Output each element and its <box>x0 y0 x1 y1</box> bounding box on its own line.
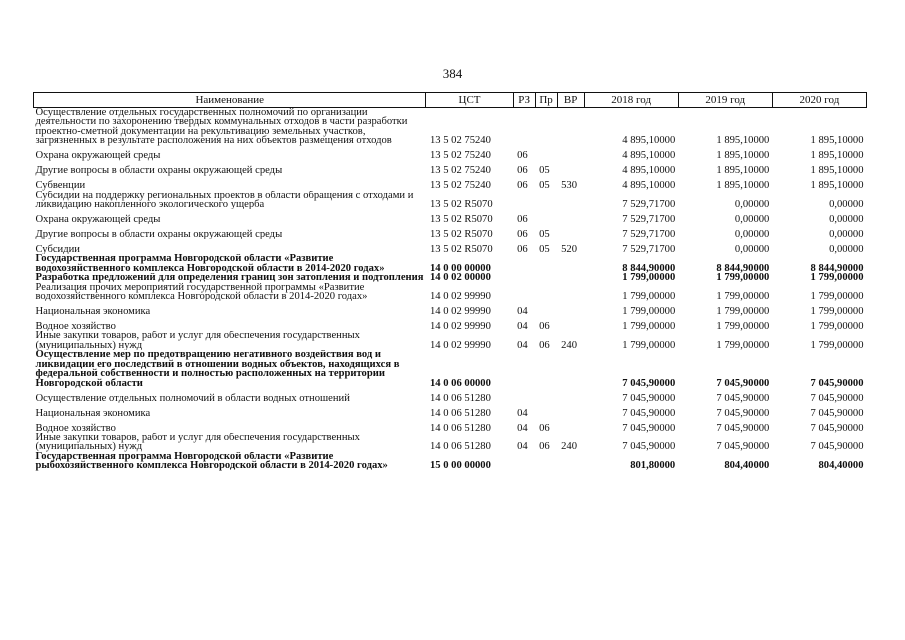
cell-vr <box>557 161 584 176</box>
table-row <box>34 108 867 146</box>
cell-2019: 1 799,00000 <box>716 339 770 351</box>
cell-cst: 13 5 02 R5070 <box>429 244 493 255</box>
cell-vr <box>557 273 584 282</box>
cell-pr <box>535 254 557 273</box>
cell-name: Осуществление отдельных государственных полномочий по организации деятельности по захоронению твердых коммунальных отходов в части разработки проектно-сметной документации на рекультивацию земельных участков, загрязненных в результате расположения на них объектов размещения отходов <box>35 107 408 146</box>
table-row <box>34 283 867 302</box>
cell-cst: 13 5 02 75240 <box>429 150 491 161</box>
cell-2019: 8 844,90000 <box>716 262 770 274</box>
cell-vr: 240 <box>561 441 577 452</box>
cell-2018: 4 895,10000 <box>622 180 676 191</box>
cell-2020: 0,00000 <box>829 199 864 210</box>
cell-rz: 04 <box>517 321 528 332</box>
cell-name: Водное хозяйство <box>35 321 116 332</box>
cell-vr <box>557 452 584 471</box>
cell-name: Другие вопросы в области охраны окружающей среды <box>35 165 283 176</box>
cell-rz: 04 <box>517 441 528 452</box>
cell-rz: 04 <box>517 306 528 317</box>
cell-pr <box>535 191 557 210</box>
cell-cst: 13 5 02 R5070 <box>429 199 493 210</box>
cell-2018: 7 045,90000 <box>622 392 676 403</box>
cell-cst: 14 0 06 51280 <box>429 407 491 418</box>
cell-cst: 14 0 02 00000 <box>429 273 491 283</box>
cell-rz <box>513 191 535 210</box>
cell-pr <box>535 403 557 418</box>
cell-2020: 7 045,90000 <box>810 407 864 418</box>
cell-name: Водное хозяйство <box>35 422 116 433</box>
cell-2018: 8 844,90000 <box>622 262 676 274</box>
cell-rz <box>513 108 535 146</box>
cell-2019: 1 799,00000 <box>716 273 770 283</box>
cell-rz: 06 <box>517 214 528 225</box>
cell-pr <box>535 452 557 471</box>
cell-2018: 7 045,90000 <box>622 422 676 433</box>
cell-cst: 14 0 06 51280 <box>429 422 491 433</box>
cell-rz: 06 <box>517 165 528 176</box>
cell-cst: 14 0 02 99990 <box>429 321 491 332</box>
cell-2018: 7 529,71700 <box>622 199 676 210</box>
cell-vr <box>557 301 584 316</box>
cell-vr <box>557 403 584 418</box>
cell-2018: 4 895,10000 <box>622 150 676 161</box>
cell-name: Национальная экономика <box>35 306 151 317</box>
cell-2020: 1 799,00000 <box>810 339 864 351</box>
cell-name: Субсидии на поддержку региональных проектов в области обращения с отходами и ликвидацию накопленного экологического ущерба <box>35 190 414 210</box>
cell-2020: 7 045,90000 <box>810 377 864 388</box>
cell-2020: 0,00000 <box>829 244 864 255</box>
cell-2020: 804,40000 <box>818 460 864 471</box>
table-row <box>34 331 867 350</box>
cell-vr <box>557 254 584 273</box>
cell-cst: 15 0 00 00000 <box>429 460 491 471</box>
table-row <box>34 316 867 331</box>
cell-rz: 06 <box>517 150 528 161</box>
cell-rz: 04 <box>517 339 528 351</box>
cell-2020: 7 045,90000 <box>810 441 864 452</box>
cell-vr <box>557 388 584 403</box>
table-row <box>34 239 867 254</box>
cell-2018: 7 045,90000 <box>622 377 676 388</box>
cell-2019: 7 045,90000 <box>716 422 770 433</box>
header-2019: 2019 год <box>678 93 772 108</box>
cell-rz: 06 <box>517 244 528 255</box>
cell-2020: 1 895,10000 <box>810 135 864 146</box>
cell-2020: 1 895,10000 <box>810 180 864 191</box>
cell-2019: 0,00000 <box>734 199 770 210</box>
cell-name: Охрана окружающей среды <box>35 214 161 225</box>
cell-2020: 1 895,10000 <box>810 150 864 161</box>
cell-2019: 7 045,90000 <box>716 377 770 388</box>
table-row <box>34 350 867 388</box>
cell-name: Иные закупки товаров, работ и услуг для обеспечения государственных (муниципальных) нужд <box>35 331 360 351</box>
cell-2018: 1 799,00000 <box>622 306 676 317</box>
cell-pr <box>535 350 557 388</box>
table-row <box>34 433 867 452</box>
cell-2019: 0,00000 <box>734 229 770 240</box>
header-vr: ВР <box>557 93 584 108</box>
table-header <box>34 93 867 108</box>
cell-2020: 8 844,90000 <box>810 262 864 274</box>
cell-vr <box>557 209 584 224</box>
cell-cst: 14 0 02 99990 <box>429 306 491 317</box>
cell-2020: 0,00000 <box>829 229 864 240</box>
cell-pr <box>535 146 557 161</box>
cell-name: Государственная программа Новгородской области «Развитие рыбохозяйственного комплекса Новгородской области в 2014-2020 годах» <box>35 451 388 471</box>
cell-2018: 1 799,00000 <box>622 291 676 302</box>
cell-2020: 7 045,90000 <box>810 422 864 433</box>
table-row <box>34 273 867 282</box>
cell-pr: 05 <box>539 165 550 176</box>
header-name: Наименование <box>34 93 426 108</box>
cell-cst: 14 0 02 99990 <box>429 339 491 351</box>
cell-name: Субсидии <box>35 244 80 255</box>
cell-rz: 04 <box>517 407 528 418</box>
cell-cst: 14 0 00 00000 <box>429 262 491 274</box>
cell-name: Реализация прочих мероприятий государственной программы «Развитие водохозяйственного комплекса Новгородской области в 2014-2020 годах» <box>35 282 368 302</box>
cell-name: Субвенции <box>35 180 86 191</box>
cell-name: Иные закупки товаров, работ и услуг для обеспечения государственных (муниципальных) нужд <box>35 432 360 452</box>
cell-cst: 14 0 06 00000 <box>429 377 491 388</box>
table-row <box>34 161 867 176</box>
cell-cst: 13 5 02 R5070 <box>429 229 493 240</box>
cell-2019: 7 045,90000 <box>716 407 770 418</box>
header-2020: 2020 год <box>772 93 866 108</box>
table-row <box>34 209 867 224</box>
cell-2019: 1 895,10000 <box>716 150 770 161</box>
budget-table <box>33 92 867 471</box>
cell-name: Разработка предложений для определения границ зон затопления и подтопления <box>35 273 424 283</box>
cell-rz <box>513 273 535 282</box>
cell-2018: 7 045,90000 <box>622 441 676 452</box>
cell-pr: 05 <box>539 180 550 191</box>
cell-vr <box>557 316 584 331</box>
cell-2019: 1 799,00000 <box>716 306 770 317</box>
cell-cst: 14 0 06 51280 <box>429 392 491 403</box>
page-number: 384 <box>442 66 463 81</box>
cell-vr: 530 <box>561 180 577 191</box>
table-row <box>34 388 867 403</box>
cell-rz: 04 <box>517 422 528 433</box>
cell-rz: 06 <box>517 180 528 191</box>
table-row <box>34 191 867 210</box>
cell-vr <box>557 224 584 239</box>
cell-2019: 0,00000 <box>734 214 770 225</box>
header-pr: Пр <box>535 93 557 108</box>
cell-2020: 1 895,10000 <box>810 165 864 176</box>
table-row <box>34 224 867 239</box>
cell-pr: 05 <box>539 229 550 240</box>
cell-name: Осуществление отдельных полномочий в области водных отношений <box>35 392 350 403</box>
cell-rz <box>513 388 535 403</box>
cell-rz <box>513 452 535 471</box>
cell-2019: 0,00000 <box>734 244 770 255</box>
cell-2018: 7 529,71700 <box>622 229 676 240</box>
cell-cst: 14 0 06 51280 <box>429 441 491 452</box>
cell-cst: 13 5 02 75240 <box>429 135 491 146</box>
header-rz: РЗ <box>513 93 535 108</box>
cell-2018: 4 895,10000 <box>622 135 676 146</box>
cell-pr <box>535 283 557 302</box>
cell-2019: 1 799,00000 <box>716 291 770 302</box>
table-row <box>34 146 867 161</box>
cell-2020: 7 045,90000 <box>810 392 864 403</box>
cell-pr: 06 <box>539 321 550 332</box>
cell-pr <box>535 301 557 316</box>
cell-2018: 7 529,71700 <box>622 214 676 225</box>
header-cst: ЦСТ <box>426 93 513 108</box>
cell-rz: 06 <box>517 229 528 240</box>
cell-2020: 0,00000 <box>829 214 864 225</box>
cell-2019: 7 045,90000 <box>716 392 770 403</box>
cell-pr <box>535 108 557 146</box>
cell-vr <box>557 283 584 302</box>
cell-vr <box>557 146 584 161</box>
cell-2018: 7 045,90000 <box>622 407 676 418</box>
table-row <box>34 301 867 316</box>
table-row <box>34 254 867 273</box>
cell-2020: 1 799,00000 <box>810 291 864 302</box>
table-row <box>34 403 867 418</box>
cell-pr <box>535 388 557 403</box>
table-body <box>34 108 867 471</box>
cell-vr: 240 <box>561 339 577 351</box>
cell-pr <box>535 273 557 282</box>
cell-2019: 804,40000 <box>724 460 770 471</box>
cell-2018: 7 529,71700 <box>622 244 676 255</box>
cell-cst: 13 5 02 75240 <box>429 165 491 176</box>
cell-2019: 7 045,90000 <box>716 441 770 452</box>
header-2018: 2018 год <box>584 93 678 108</box>
cell-2020: 1 799,00000 <box>810 321 864 332</box>
cell-pr: 06 <box>539 339 550 351</box>
cell-2019: 1 799,00000 <box>716 321 770 332</box>
cell-2018: 1 799,00000 <box>622 273 676 283</box>
cell-pr: 06 <box>539 441 550 452</box>
cell-pr: 05 <box>539 244 550 255</box>
cell-name: Осуществление мер по предотвращению негативного воздействия вод и ликвидации его последствий в отношении водных объектов, находящихся в федеральной собственности и полностью расположенных на территории Новгородской области <box>35 350 400 388</box>
cell-vr: 520 <box>561 244 577 255</box>
cell-2018: 801,80000 <box>630 460 676 471</box>
table-row <box>34 452 867 471</box>
cell-2019: 1 895,10000 <box>716 165 770 176</box>
cell-2018: 1 799,00000 <box>622 321 676 332</box>
cell-vr <box>557 108 584 146</box>
cell-name: Другие вопросы в области охраны окружающей среды <box>35 229 283 240</box>
cell-2020: 1 799,00000 <box>810 306 864 317</box>
cell-vr <box>557 350 584 388</box>
cell-pr: 06 <box>539 422 550 433</box>
table-row <box>34 418 867 433</box>
cell-rz <box>513 283 535 302</box>
cell-vr <box>557 191 584 210</box>
cell-2020: 1 799,00000 <box>810 273 864 283</box>
cell-name: Государственная программа Новгородской области «Развитие водохозяйственного комплекса Новгородской области в 2014-2020 годах» <box>35 254 385 274</box>
cell-2018: 1 799,00000 <box>622 339 676 351</box>
cell-pr <box>535 209 557 224</box>
cell-vr <box>557 418 584 433</box>
table-row <box>34 176 867 191</box>
cell-cst: 13 5 02 75240 <box>429 180 491 191</box>
cell-2019: 1 895,10000 <box>716 135 770 146</box>
cell-2019: 1 895,10000 <box>716 180 770 191</box>
cell-rz <box>513 350 535 388</box>
cell-2018: 4 895,10000 <box>622 165 676 176</box>
cell-cst: 13 5 02 R5070 <box>429 214 493 225</box>
cell-name: Национальная экономика <box>35 407 151 418</box>
cell-rz <box>513 254 535 273</box>
cell-cst: 14 0 02 99990 <box>429 291 491 302</box>
cell-name: Охрана окружающей среды <box>35 150 161 161</box>
